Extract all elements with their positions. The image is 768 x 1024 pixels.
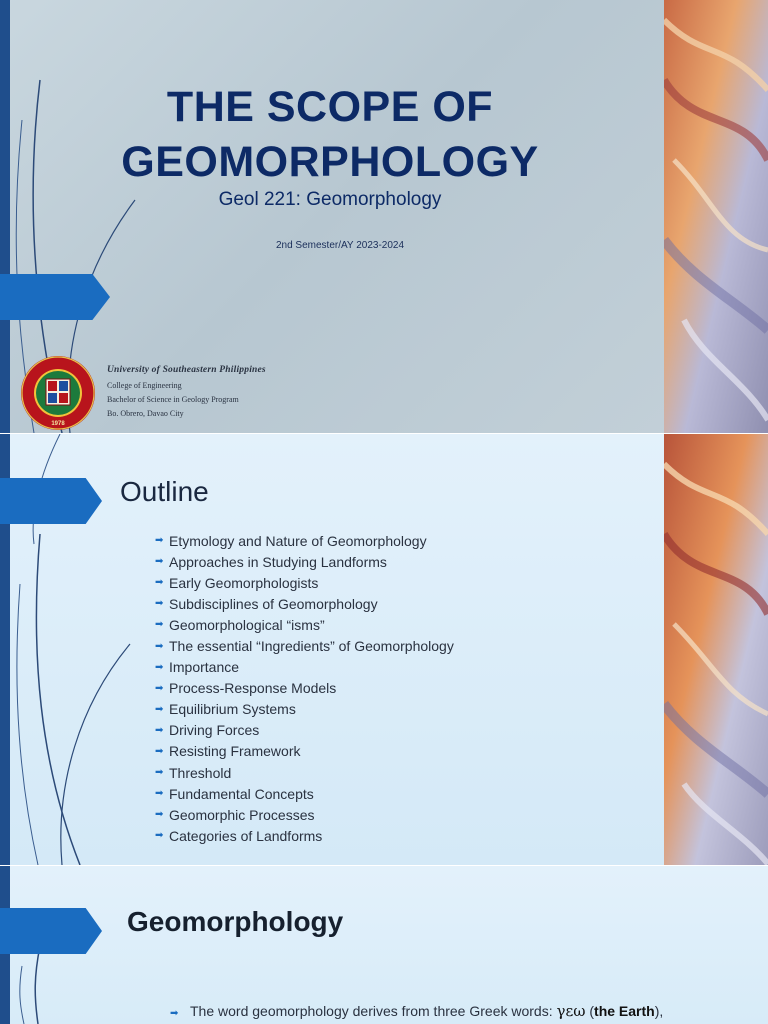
- bullet-arrow-icon: ➡: [170, 1008, 179, 1019]
- presentation-title: [90, 80, 570, 190]
- bullet-arrow-icon: ➡: [155, 724, 164, 736]
- rock-formation-image: [664, 0, 768, 433]
- chevron-arrow-icon: [0, 274, 110, 320]
- program-name: Bachelor of Science in Geology Program: [107, 395, 239, 404]
- title-slide: [0, 0, 768, 433]
- outline-slide: [0, 434, 768, 865]
- bullet-arrow-icon: ➡: [155, 809, 164, 821]
- list-item: ➡ The essential “Ingredients” of Geomorphology: [155, 638, 454, 655]
- college-name: College of Engineering: [107, 381, 182, 390]
- bullet-arrow-icon: ➡: [155, 788, 164, 800]
- etymology-text: ➡ The word geomorphology derives from three Greek words: γεω (the Earth),: [170, 1002, 664, 1020]
- semester-label: 2nd Semester/AY 2023-2024: [275, 240, 405, 251]
- outline-heading: Outline: [120, 476, 209, 507]
- rock-formation-image: [664, 434, 768, 865]
- list-item: ➡ Importance: [155, 659, 240, 676]
- list-item: ➡ Resisting Framework: [155, 743, 301, 760]
- list-item: ➡ Geomorphological “isms”: [155, 616, 325, 633]
- bullet-arrow-icon: ➡: [155, 703, 164, 715]
- greek-word: γεω: [556, 1002, 586, 1020]
- title-line-1: THE SCOPE OF: [166, 83, 494, 131]
- list-item: ➡ Etymology and Nature of Geomorphology: [155, 532, 427, 549]
- bullet-arrow-icon: ➡: [155, 830, 164, 842]
- outline-list: [155, 530, 454, 846]
- bullet-arrow-icon: ➡: [155, 556, 164, 568]
- bullet-arrow-icon: ➡: [155, 682, 164, 694]
- list-item: ➡ Approaches in Studying Landforms: [155, 553, 387, 570]
- bullet-arrow-icon: ➡: [155, 661, 164, 673]
- geomorphology-slide: [0, 866, 768, 1024]
- university-name: University of Southeastern Philippines: [107, 365, 266, 375]
- course-subtitle: Geol 221: Geomorphology: [218, 189, 442, 210]
- list-item: ➡ Categories of Landforms: [155, 827, 323, 844]
- list-item: ➡ Threshold: [155, 764, 232, 781]
- bullet-arrow-icon: ➡: [155, 535, 164, 547]
- list-item: ➡ Fundamental Concepts: [155, 785, 314, 802]
- list-item: ➡ Early Geomorphologists: [155, 574, 319, 591]
- bullet-arrow-icon: ➡: [155, 598, 164, 610]
- bullet-arrow-icon: ➡: [155, 640, 164, 652]
- slide-heading: Geomorphology: [127, 906, 344, 937]
- list-item: ➡ Process-Response Models: [155, 680, 337, 697]
- university-info: [107, 365, 266, 421]
- list-item: ➡ Subdisciplines of Geomorphology: [155, 595, 378, 612]
- address: Bo. Obrero, Davao City: [107, 409, 184, 418]
- bullet-arrow-icon: ➡: [155, 767, 164, 779]
- list-item: ➡ Driving Forces: [155, 722, 260, 739]
- bullet-arrow-icon: ➡: [155, 619, 164, 631]
- chevron-arrow-icon: [0, 478, 102, 524]
- svg-text:1978: 1978: [51, 421, 65, 427]
- university-seal-icon: [20, 355, 96, 431]
- slide-left-bar: [0, 0, 10, 433]
- bullet-arrow-icon: ➡: [155, 745, 164, 757]
- list-item: ➡ Geomorphic Processes: [155, 806, 315, 823]
- title-line-2: GEOMORPHOLOGY: [121, 138, 539, 186]
- list-item: ➡ Equilibrium Systems: [155, 701, 296, 718]
- bullet-arrow-icon: ➡: [155, 577, 164, 589]
- chevron-arrow-icon: [0, 908, 102, 954]
- greek-meaning: the Earth: [594, 1003, 655, 1019]
